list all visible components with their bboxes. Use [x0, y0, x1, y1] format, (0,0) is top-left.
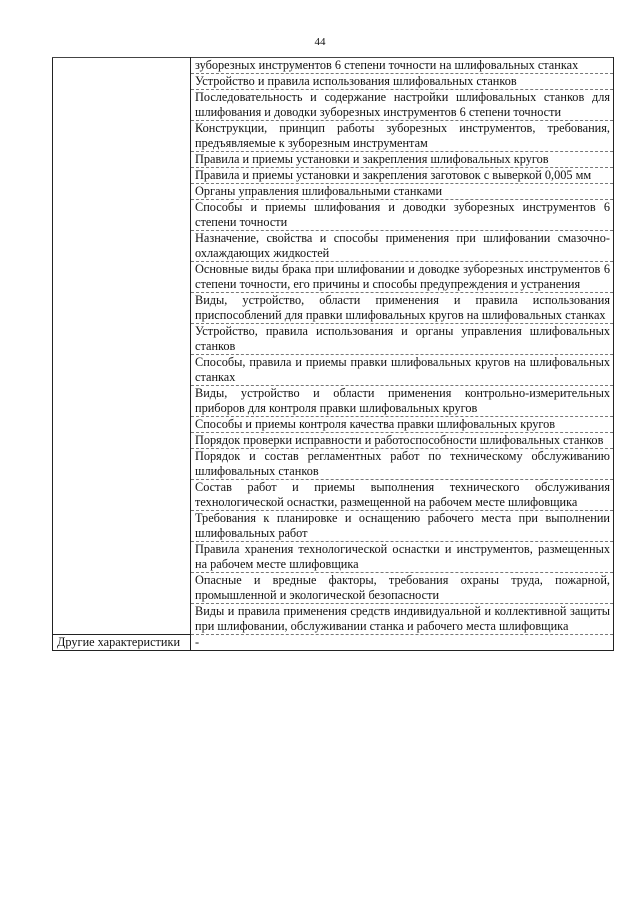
knowledge-item: Конструкции, принцип работы зуборезных инструментов, требования, предъявляемые к зуборезным инструментам	[191, 121, 614, 152]
knowledge-table	[52, 57, 614, 651]
knowledge-item: Требования к планировке и оснащению рабочего места при выполнении шлифовальных работ	[191, 511, 614, 542]
knowledge-item: Последовательность и содержание настройки шлифовальных станков для шлифования и доводки зуборезных инструментов 6 степени точности	[191, 90, 614, 121]
knowledge-item: Виды, устройство и области применения контрольно-измерительных приборов для контроля правки шлифовальных кругов	[191, 386, 614, 417]
knowledge-item: Порядок проверки исправности и работоспособности шлифовальных станков	[191, 433, 614, 449]
knowledge-label-cell	[53, 58, 191, 635]
other-characteristics-row	[53, 635, 614, 651]
knowledge-item: Состав работ и приемы выполнения технического обслуживания технологической оснастки, размещенной на рабочем месте шлифовщика	[191, 480, 614, 511]
knowledge-item: Виды, устройство, области применения и правила использования приспособлений для правки шлифовальных кругов на шлифовальных станках	[191, 293, 614, 324]
knowledge-item: зуборезных инструментов 6 степени точности на шлифовальных станках	[191, 58, 614, 74]
knowledge-item: Устройство и правила использования шлифовальных станков	[191, 74, 614, 90]
page-number: 44	[314, 36, 326, 48]
other-characteristics-label: Другие характеристики	[53, 635, 191, 651]
knowledge-item: Основные виды брака при шлифовании и доводке зуборезных инструментов 6 степени точности, его причины и способы предупреждения и устранения	[191, 262, 614, 293]
knowledge-item: Способы, правила и приемы правки шлифовальных кругов на шлифовальных станках	[191, 355, 614, 386]
other-characteristics-value: -	[191, 635, 614, 651]
knowledge-row	[53, 58, 614, 74]
knowledge-item: Способы и приемы шлифования и доводки зуборезных инструментов 6 степени точности	[191, 200, 614, 231]
knowledge-item: Порядок и состав регламентных работ по техническому обслуживанию шлифовальных станков	[191, 449, 614, 480]
knowledge-item: Способы и приемы контроля качества правки шлифовальных кругов	[191, 417, 614, 433]
knowledge-item: Правила и приемы установки и закрепления заготовок с выверкой 0,005 мм	[191, 168, 614, 184]
knowledge-item: Органы управления шлифовальными станками	[191, 184, 614, 200]
knowledge-item: Опасные и вредные факторы, требования охраны труда, пожарной, промышленной и экологической безопасности	[191, 573, 614, 604]
knowledge-item: Виды и правила применения средств индивидуальной и коллективной защиты при шлифовании, обслуживании станка и рабочего места шлифовщика	[191, 604, 614, 635]
knowledge-item: Правила и приемы установки и закрепления шлифовальных кругов	[191, 152, 614, 168]
knowledge-table-body	[53, 58, 614, 651]
knowledge-item: Назначение, свойства и способы применения при шлифовании смазочно-охлаждающих жидкостей	[191, 231, 614, 262]
knowledge-item: Правила хранения технологической оснастки и инструментов, размещенных на рабочем месте шлифовщика	[191, 542, 614, 573]
knowledge-item: Устройство, правила использования и органы управления шлифовальных станков	[191, 324, 614, 355]
